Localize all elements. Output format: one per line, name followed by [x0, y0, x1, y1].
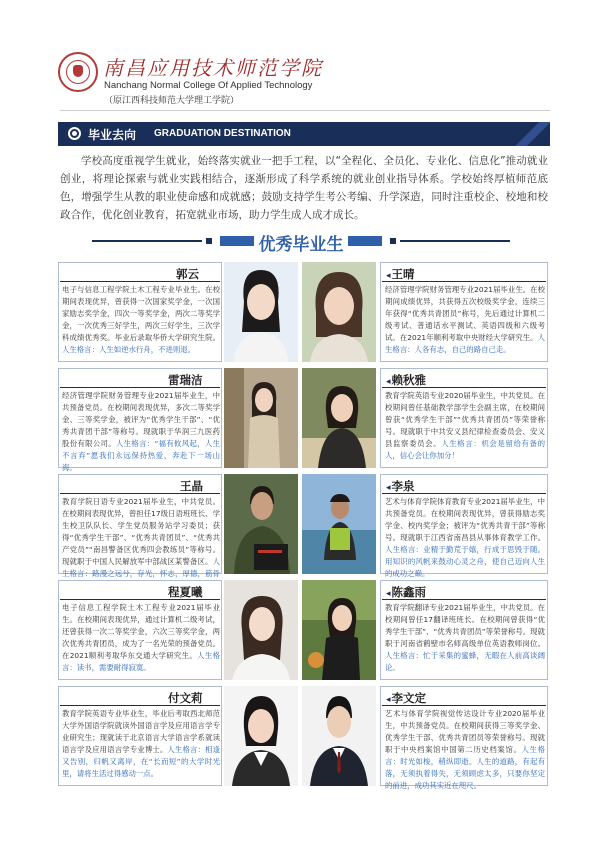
intro-paragraph: 学校高度重视学生就业，始终落实就业一把手工程，以“全程化、全员化、专业化、信息化”推动就业创业，将理论探索与就业实践相结合，逐渐形成了科学系统的就业创业指导体系。学校始终厚植师范底色，增强学生从教的职业使命感和成就感；鼓励支持学生考公考编、升学深造，同时注重校企、校地和校政合作，优化创业教育，拓宽就业市场，助力学生成人成才成长。 [60, 155, 548, 221]
name-underline [382, 387, 546, 388]
graduate-photo [224, 686, 298, 786]
graduate-motto: 人生格言：机会是留给有备的人，信心会让你加分！ [385, 439, 545, 460]
graduate-photo [302, 368, 376, 468]
graduate-bio: 经济管理学院财务管理专业2021届毕业生，中共预备党员。在校期间表现优异，多次二等奖学金、三等奖学金，被评为“优秀学生干部”、“优秀共青团干部”等称号。现就职于华润三九医药股份有限公司。人生格言：“福有攸风起，人生不言弃”愿我们永远保持热爱，奔赴下一场山海。 [62, 391, 220, 472]
title-decoration-right [348, 236, 510, 246]
section-title-cn: 毕业去向 [88, 128, 137, 142]
graduate-photo [302, 580, 376, 680]
section-title-en: GRADUATION DESTINATION [154, 128, 291, 139]
arrow-left-icon: ◂ [386, 271, 391, 281]
name-underline [60, 281, 220, 282]
target-icon [68, 127, 81, 140]
section-title-bar [58, 122, 550, 146]
graduate-motto: 人生格言：业精于勤荒于嬉，行成于思毁于随。用知识的风帆来鼓动心灵之舟，使自己迈向人生的成功之巅。 [385, 545, 545, 578]
graduate-bio: 教育学院日语专业2021届毕业生，中共党员。在校期间表现优异，曾担任17级日语班班长、学生校卫队队长、学生党员服务站学习委员；获得“优秀学生干部”、“优秀共青团员”、“优秀共产党员”“南昌警备区优秀四会教练员”等称号。现就职于中国人民解放军中部战区某警备区。人生格言：路漫之远兮，存光，怀志，厚德，筋骨 [62, 496, 220, 592]
graduate-name: ◂王晴 [386, 267, 415, 281]
arrow-left-icon: ◂ [386, 483, 391, 493]
graduate-name: ◂李泉 [386, 479, 415, 493]
graduate-name: 付文莉 [168, 691, 203, 705]
name-underline [382, 705, 546, 706]
graduate-motto: 人生格言：相逢又告别，归帆又离岸，在“长而短”的大学时光里，请将生活过得感动一点。 [62, 745, 220, 778]
name-underline [60, 599, 220, 600]
graduate-motto: 人生格言：忙于采集的蜜蜂，无暇在人前高谈阔论。 [385, 651, 545, 672]
name-underline [382, 599, 546, 600]
graduate-bio: 艺术与体育学院视觉传达设计专业2020届毕业生，中共预备党员。在校期间获得三等奖学金、优秀学生干部、优秀共青团员等荣誉称号。现就职于中央档案馆中国第二历史档案馆。人生格言：时光如梭，稍纵即逝。人生的道路，有起有落，无须执着得失，无须顾虑太多，只要你坚定的前进，成功其实近在咫尺。 [385, 709, 545, 790]
graduate-bio: 电子信息工程学院土木工程专业2021届毕业生。在校期间表现优异，通过计算机二级考试，还曾获得一次二等奖学金，六次三等奖学金，两次优秀共青团员，成为了一名光荣的预备党员。在2021顺利考取华东交通大学研究生。人生格言：读书，需要耐得寂寞。 [62, 603, 220, 672]
header-divider [60, 110, 550, 111]
graduate-motto: 人生格言：“福有攸风起，人生不言弃”愿我们永远保持热爱，奔赴下一场山海。 [62, 439, 220, 472]
name-underline [382, 281, 546, 282]
section-bar-decoration [516, 122, 550, 146]
name-underline [60, 493, 220, 494]
graduate-photo [302, 262, 376, 362]
graduate-name: 王晶 [180, 479, 203, 493]
graduate-motto: 人生格言：时光如梭，稍纵即逝。人生的道路，有起有落，无须执着得失，无须顾虑太多，只要你坚定的前进，成功其实近在咫尺。 [385, 745, 545, 790]
graduate-photo [224, 474, 298, 574]
graduate-motto: 人生格言：人生如逆水行舟，不进则退。 [62, 345, 196, 354]
graduate-photo [224, 580, 298, 680]
graduate-name: ◂赖秋雅 [386, 373, 427, 387]
arrow-left-icon: ◂ [386, 695, 391, 705]
graduate-motto: 人生格言：人各有志，自己的路自己走。 [385, 333, 545, 354]
graduate-motto: 人生格言：路漫之远兮，存光，怀志，厚德，筋骨 [62, 557, 220, 578]
graduate-photo [224, 368, 298, 468]
graduate-name: 程夏曦 [168, 585, 203, 599]
school-name-en: Nanchang Normal College Of Applied Technology [104, 80, 313, 91]
graduate-bio: 教育学院英语专业毕业生，毕业后考取西北师范大学外国语学院就读外国语言学及应用语言学专业研究生；现就读于北京语言大学语言学系就读语言学及应用语言学专业博士。人生格言：相逢又告别，归帆又离岸，在“长而短”的大学时光里，请将生活过得感动一点。 [62, 709, 220, 778]
grads-title: 优秀毕业生 [258, 235, 344, 255]
school-former-name: （原江西科技师范大学理工学院） [104, 96, 240, 106]
name-underline [382, 493, 546, 494]
name-underline [60, 387, 220, 388]
school-logo-icon [58, 52, 98, 92]
graduate-name: ◂陈鑫雨 [386, 585, 427, 599]
graduate-photo [302, 686, 376, 786]
school-name-cn: 南昌应用技术师范学院 [103, 56, 323, 80]
graduate-bio: 教育学院翻译专业2021届毕业生，中共党员。在校期间曾任17翻译班班长。在校期间曾获得“优秀学生干部”、“优秀共青团员”等荣誉称号。现就职于河南省鹤壁市名师高级单位英语教师岗位。人生格言：忙于采集的蜜蜂，无暇在人前高谈阔论。 [385, 603, 545, 672]
name-underline [60, 705, 220, 706]
arrow-left-icon: ◂ [386, 589, 391, 599]
graduate-bio: 教育学院英语专业2020届毕业生，中共党员。在校期间曾任基础教学部学生会副主席，在校期间曾获“优秀学生干部”“优秀共青团员”等荣誉称号。现就职于中共安义县纪律检查委员会、安义县监察委员会。人生格言：机会是留给有备的人，信心会让你加分！ [385, 391, 545, 460]
graduate-name: ◂李文定 [386, 691, 427, 705]
graduate-motto: 人生格言：读书，需要耐得寂寞。 [62, 651, 220, 672]
title-decoration-left [92, 236, 254, 246]
graduate-bio: 艺术与体育学院体育教育专业2021届毕业生，中共预备党员。在校期间表现优异，曾获得励志奖学金、校内奖学金；被评为“优秀共青干部”等称号。现就职于江西省南昌县从事体育教学工作。人生格言：业精于勤荒于嬉，行成于思毁于随。用知识的风帆来鼓动心灵之舟，使自己迈向人生的成功之巅。 [385, 497, 545, 578]
arrow-left-icon: ◂ [386, 377, 391, 387]
graduate-bio: 电子与信息工程学院土木工程专业毕业生。在校期间表现优异，曾获得一次国家奖学金，一次国家励志奖学金，四次一等奖学金，两次二等奖学金，一次优秀三好学生，两次三好学生，三次学科成绩优秀奖。毕业后录取华侨大学研究生院。人生格言：人生如逆水行舟，不进则退。 [62, 285, 220, 354]
graduate-name: 雷瑞洁 [168, 373, 203, 387]
graduate-photo [224, 262, 298, 362]
graduate-photo [302, 474, 376, 574]
graduate-bio: 经济管理学院财务管理专业2021届毕业生。在校期间成绩优异，共获得五次校级奖学金，连续三年获得“优秀共青团员”称号，先后通过计算机二级考试、普通话水平测试、英语四级和六级考试。在2021年顺利考取中央财经大学研究生。人生格言：人各有志，自己的路自己走。 [385, 285, 545, 354]
graduate-name: 郭云 [176, 267, 199, 281]
page-header [0, 0, 600, 118]
